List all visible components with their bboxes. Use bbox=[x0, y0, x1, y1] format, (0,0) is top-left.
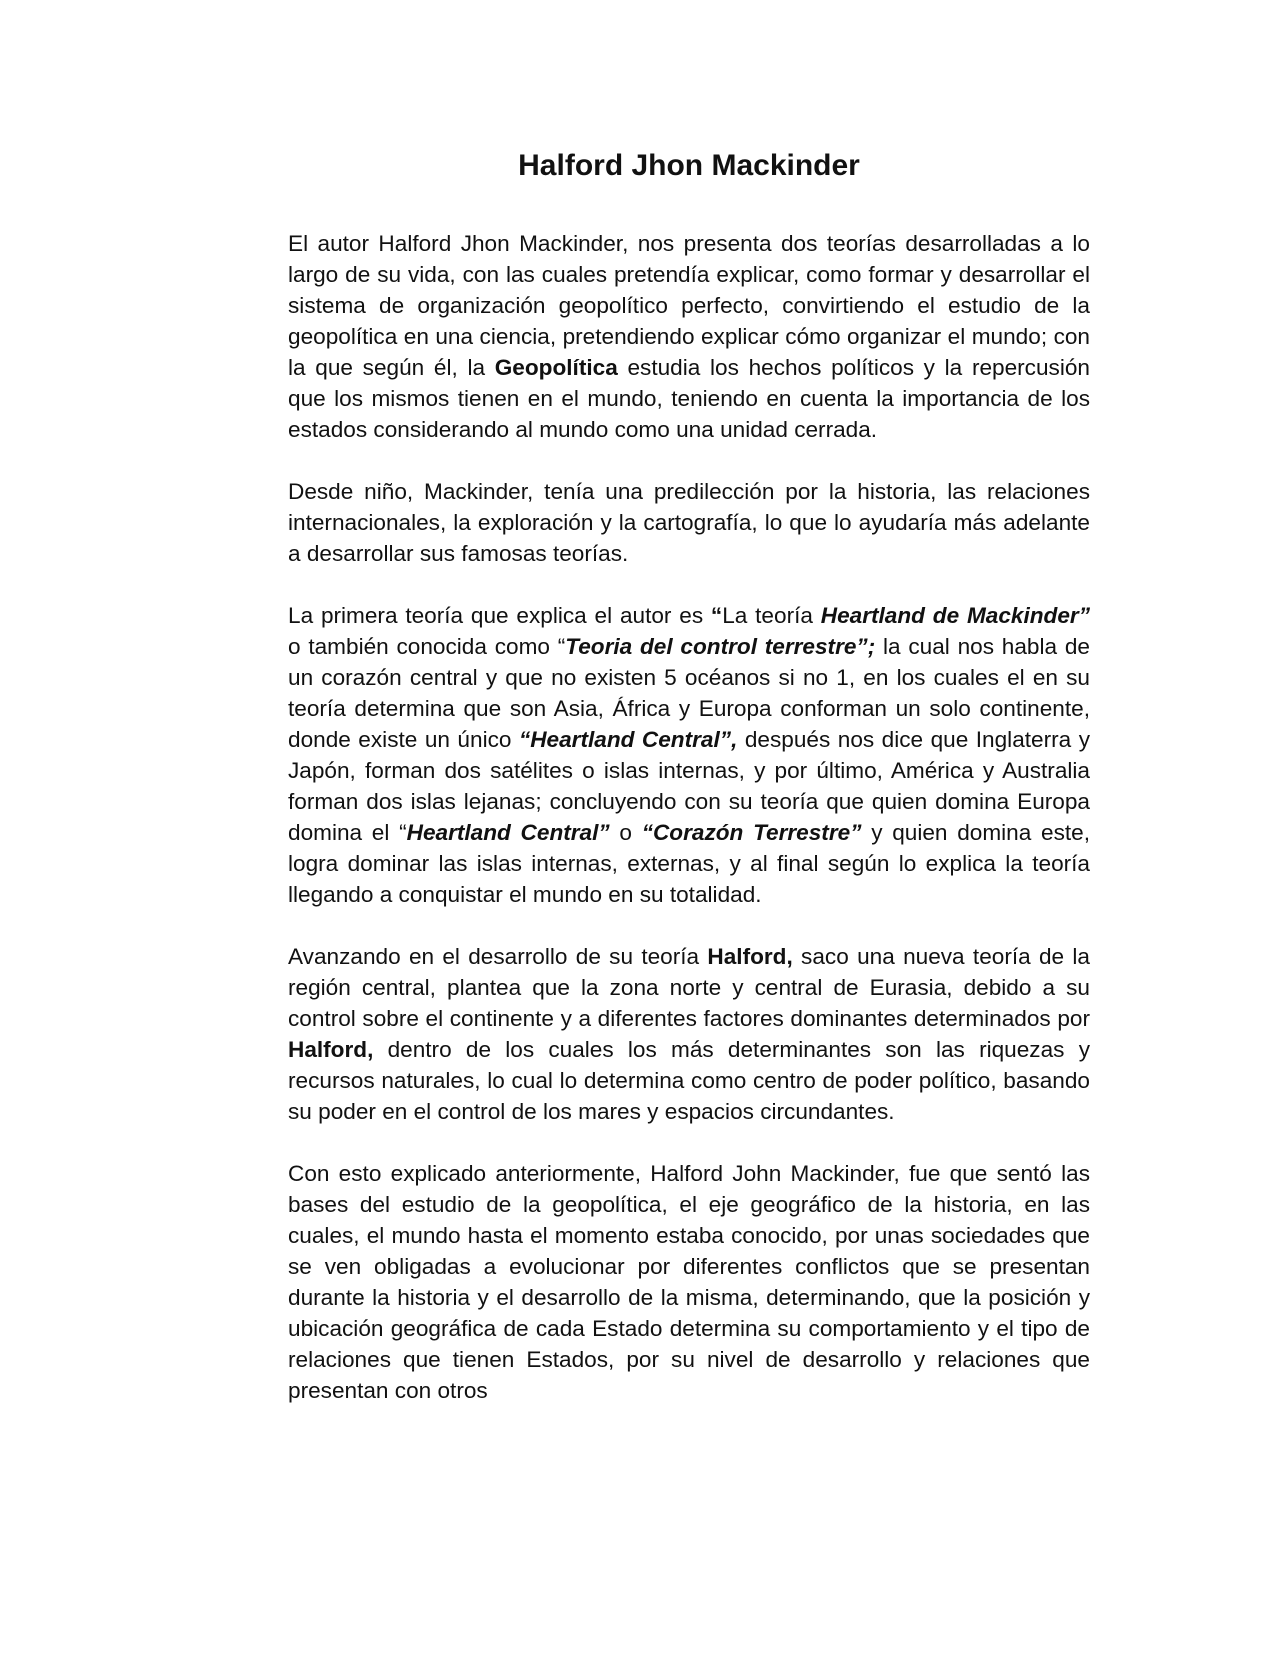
text-run: Avanzando en el desarrollo de su teoría bbox=[288, 944, 708, 969]
text-run-bold: Halford, bbox=[288, 1037, 374, 1062]
text-run: o bbox=[609, 820, 642, 845]
paragraph-conclusion bbox=[288, 1158, 1090, 1406]
text-run-bold-italic: Teoria del control terrestre”; bbox=[565, 634, 876, 659]
text-run: la cual nos habla de un corazón central y que no existen 5 océanos si no 1, en los cuales el en su teoría determina que son Asia, África y Europa conforman un solo continente, donde existe un único bbox=[288, 634, 1090, 752]
text-run: o también conocida como “ bbox=[288, 634, 566, 659]
text-run: dentro de los cuales los más determinantes son las riquezas y recursos naturales, lo cual lo determina como centro de poder político, basando su poder en el control de los mares y espacios circundantes. bbox=[288, 1037, 1090, 1124]
text-run: Con esto explicado anteriormente, Halford John Mackinder, fue que sentó las bases del estudio de la geopolítica, el eje geográfico de la historia, en las cuales, el mundo hasta el momento estaba conocido, por unas sociedades que se ven obligadas a evolucionar por diferentes conflictos que se presentan durante la historia y el desarrollo de la misma, determinando, que la posición y ubicación geográfica de cada Estado determina su comportamiento y el tipo de relaciones que tienen Estados, por su nivel de desarrollo y relaciones que presentan con otros bbox=[288, 1161, 1090, 1403]
text-run: El autor Halford Jhon Mackinder, nos presenta dos teorías desarrolladas a lo largo de su vida, con las cuales pretendía explicar, como formar y desarrollar el sistema de organización geopolítico perfecto, convirtiendo el estudio de la geopolítica en una ciencia, pretendiendo explicar cómo organizar el mundo; con la que según él, la bbox=[288, 231, 1090, 380]
text-run: La teoría bbox=[722, 603, 821, 628]
text-run: saco una nueva teoría de la región central, plantea que la zona norte y central de Eurasia, debido a su control sobre el continente y a diferentes factores dominantes determinados por bbox=[288, 944, 1090, 1031]
text-run-bold: Halford, bbox=[707, 944, 793, 969]
paragraph-heartland-theory bbox=[288, 600, 1090, 910]
paragraph-intro bbox=[288, 228, 1090, 445]
text-run-bold-italic: “Heartland Central”, bbox=[518, 727, 738, 752]
text-run-bold-italic: Heartland de Mackinder” bbox=[820, 603, 1090, 628]
text-run: La primera teoría que explica el autor es bbox=[288, 603, 711, 628]
text-run-bold-italic: Heartland Central” bbox=[406, 820, 610, 845]
document-body bbox=[288, 228, 1090, 1437]
text-run: Desde niño, Mackinder, tenía una predilección por la historia, las relaciones internacionales, la exploración y la cartografía, lo que lo ayudaría más adelante a desarrollar sus famosas teorías. bbox=[288, 479, 1090, 566]
text-run-bold-italic: “Corazón Terrestre” bbox=[641, 820, 862, 845]
text-run-bold: “ bbox=[710, 603, 723, 628]
text-run: estudia los hechos políticos y la repercusión que los mismos tienen en el mundo, teniendo en cuenta la importancia de los estados considerando al mundo como una unidad cerrada. bbox=[288, 355, 1090, 442]
text-run-bold: Geopolítica bbox=[494, 355, 618, 380]
text-run: después nos dice que Inglaterra y Japón, forman dos satélites o islas internas, y por último, América y Australia forman dos islas lejanas; concluyendo con su teoría que quien domina Europa domina el “ bbox=[288, 727, 1091, 845]
document-title: Halford Jhon Mackinder bbox=[518, 149, 860, 182]
text-run: y quien domina este, logra dominar las islas internas, externas, y al final según lo explica la teoría llegando a conquistar el mundo en su totalidad. bbox=[288, 820, 1090, 907]
paragraph-childhood bbox=[288, 476, 1090, 569]
paragraph-central-region bbox=[288, 941, 1090, 1127]
